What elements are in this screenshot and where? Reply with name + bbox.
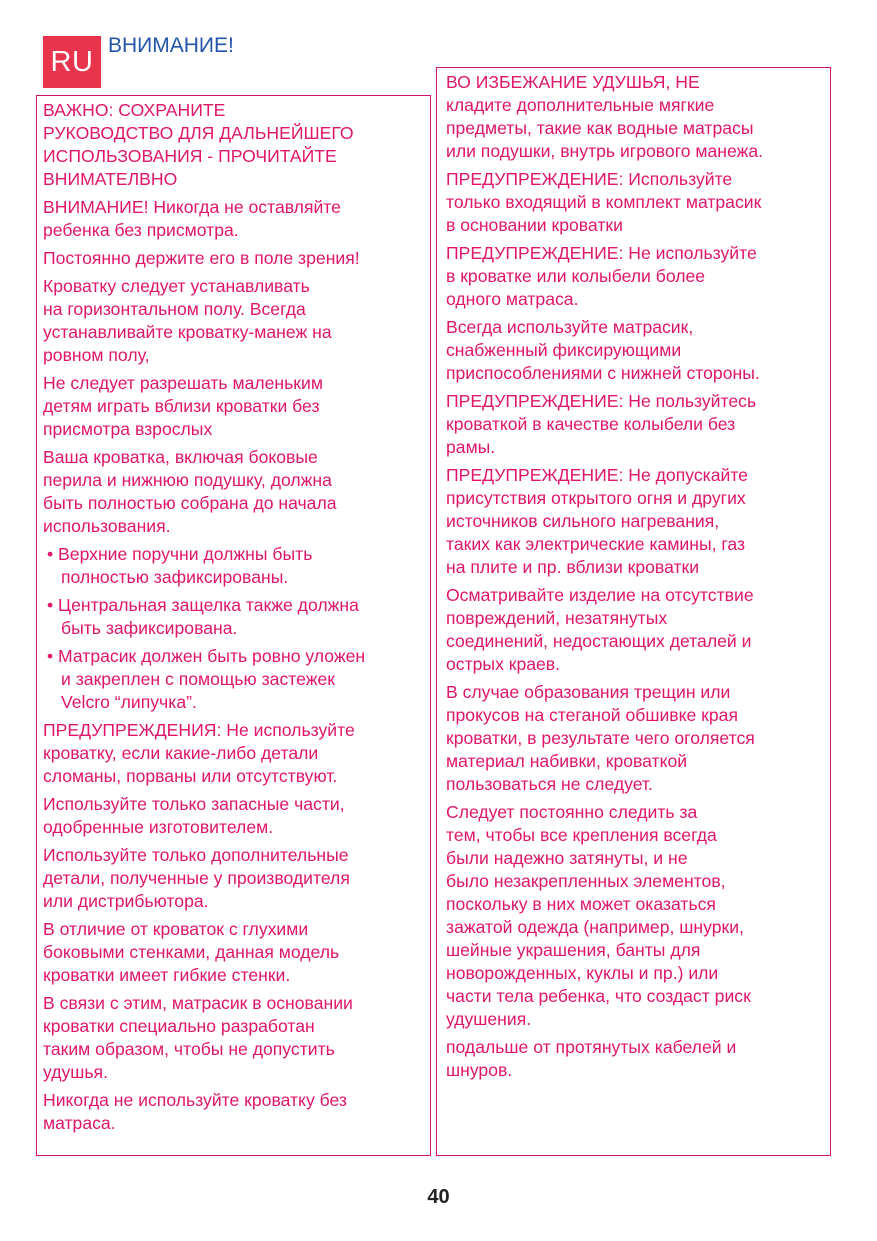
warning-paragraph: Постоянно держите его в поле зрения! [43,248,360,268]
warning-paragraph: В случае образования трещин или прокусов на стеганой обшивке края кроватки, в результате чего оголяется материал набивки, кроваткой пользоваться не следует. [446,682,755,794]
warning-paragraph: ПРЕДУПРЕЖДЕНИЕ: Используйте только входящий в комплект матрасик в основании кроватки [446,169,762,235]
warning-paragraph: ВАЖНО: СОХРАНИТЕ РУКОВОДСТВО ДЛЯ ДАЛЬНЕЙШЕГО ИСПОЛЬЗОВАНИЯ - ПРОЧИТАЙТЕ ВНИМАТЕЛВНО [43,100,354,189]
warning-paragraph: Используйте только запасные части, одобренные изготовителем. [43,794,345,837]
warning-paragraph: ПРЕДУПРЕЖДЕНИЯ: Не используйте кроватку, если какие-либо детали сломаны, порваны или отсутствуют. [43,720,355,786]
language-badge: RU [43,36,101,88]
right-warning-panel [436,67,831,1156]
bullet-item: • Верхние поручни должны быть полностью зафиксированы. [47,544,313,587]
bullet-item: • Центральная защелка также должна быть зафиксирована. [47,595,359,638]
warning-paragraph: Кроватку следует устанавливать на горизонтальном полу. Всегда устанавливайте кроватку-манеж на ровном полу, [43,276,332,365]
page-number: 40 [427,1186,450,1208]
warning-paragraph: ВО ИЗБЕЖАНИЕ УДУШЬЯ, НЕ кладите дополнительные мягкие предметы, такие как водные матрасы или подушки, внутрь игрового манежа. [446,72,764,161]
page-title: ВНИМАНИЕ! [108,34,234,57]
left-warning-panel [36,95,431,1156]
warning-paragraph: Следует постоянно следить за тем, чтобы все крепления всегда были надежно затянуты, и не было незакрепленных элементов, поскольку в них может оказаться зажатой одежда (например, шнурки, шейные украшения, банты для новорожденных, куклы и пр.) или части тела ребенка, что создаст риск удушения. [446,802,751,1029]
warning-paragraph: Осматривайте изделие на отсутствие повреждений, незатянутых соединений, недостающих деталей и острых краев. [446,585,754,674]
warning-paragraph: Всегда используйте матрасик, снабженный фиксирующими приспособлениями с нижней стороны. [446,317,760,383]
warning-paragraph: В связи с этим, матрасик в основании кроватки специально разработан таким образом, чтобы не допустить удушья. [43,993,353,1082]
bullet-item: • Матрасик должен быть ровно уложен и закреплен с помощью застежек Velcro “липучка”. [47,646,366,712]
warning-paragraph: В отличие от кроваток с глухими боковыми стенками, данная модель кроватки имеет гибкие стенки. [43,919,340,985]
warning-paragraph: ПРЕДУПРЕЖДЕНИЕ: Не допускайте присутствия открытого огня и других источников сильного нагревания, таких как электрические камины, газ на плите и пр. вблизи кроватки [446,465,748,577]
warning-paragraph: ПРЕДУПРЕЖДЕНИЕ: Не пользуйтесь кроваткой в качестве колыбели без рамы. [446,391,757,457]
warning-paragraph: ПРЕДУПРЕЖДЕНИЕ: Не используйте в кроватке или колыбели более одного матраса. [446,243,757,309]
warning-paragraph: Не следует разрешать маленьким детям играть вблизи кроватки без присмотра взрослых [43,373,323,439]
warning-paragraph: подальше от протянутых кабелей и шнуров. [446,1037,737,1080]
warning-paragraph: Ваша кроватка, включая боковые перила и нижнюю подушку, должна быть полностью собрана до начала использования. [43,447,337,536]
warning-paragraph: Используйте только дополнительные детали, полученные у производителя или дистрибьютора. [43,845,350,911]
warning-paragraph: ВНИМАНИЕ! Никогда не оставляйте ребенка без присмотра. [43,197,341,240]
warning-paragraph: Никогда не используйте кроватку без матраса. [43,1090,347,1133]
